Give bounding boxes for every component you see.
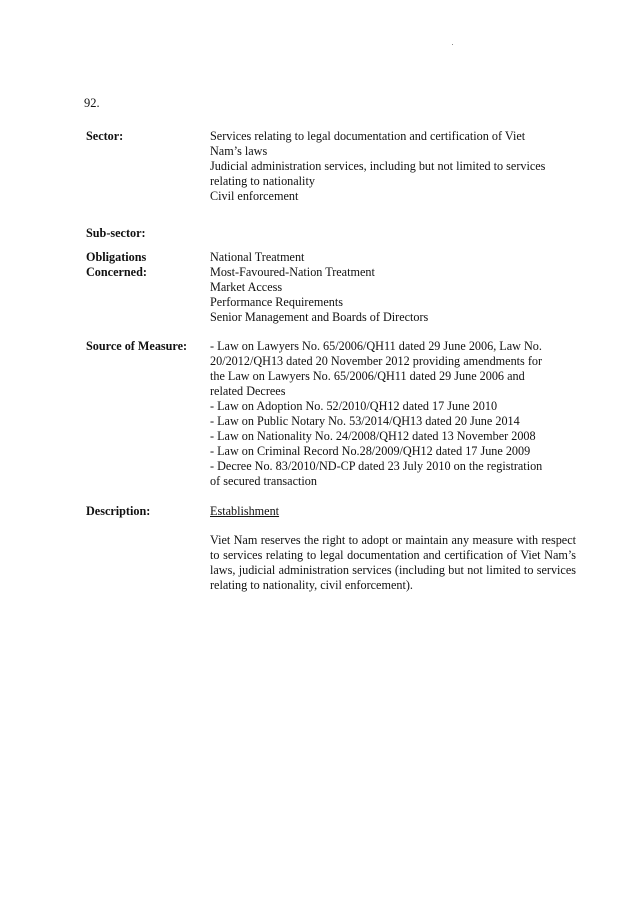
scan-speck (452, 44, 453, 45)
source-line: - Law on Nationality No. 24/2008/QH12 dated 13 November 2008 (210, 429, 536, 443)
source-line: - Law on Adoption No. 52/2010/QH12 dated 17 June 2010 (210, 399, 498, 413)
sector-line: Judicial administration services, including but not limited to services (210, 159, 546, 173)
source-line: of secured transaction (210, 474, 317, 488)
obligation-item: Performance Requirements (210, 295, 343, 309)
obligation-item: Market Access (210, 280, 283, 294)
subsector-label: Sub-sector: (86, 226, 146, 240)
sector-value (210, 129, 640, 204)
sector-line: Civil enforcement (210, 189, 299, 203)
obligations-value (210, 250, 640, 325)
description-value (210, 504, 640, 593)
establishment-heading: Establishment (210, 504, 280, 518)
source-label: Source of Measure: (86, 339, 188, 353)
source-line: related Decrees (210, 384, 286, 398)
source-value (210, 339, 640, 489)
sector-line: relating to nationality (210, 174, 315, 188)
source-line: - Law on Lawyers No. 65/2006/QH11 dated 29 June 2006, Law No. (210, 339, 542, 353)
description-paragraph: Viet Nam reserves the right to adopt or maintain any measure with respect to services relating to legal documentation and certification of Viet Nam’s laws, judicial administration services (including but not limited to services relating to nationality, civil enforcement). (210, 533, 576, 592)
obligation-item: Senior Management and Boards of Directors (210, 310, 429, 324)
obligations-label (86, 250, 206, 280)
sector-label: Sector: (86, 129, 124, 143)
obligation-item: Most-Favoured-Nation Treatment (210, 265, 375, 279)
sector-line: Services relating to legal documentation and certification of Viet (210, 129, 526, 143)
obligations-label-line: Concerned: (86, 265, 147, 279)
obligations-label-line: Obligations (86, 250, 147, 264)
source-line: - Decree No. 83/2010/ND-CP dated 23 July 2010 on the registration (210, 459, 543, 473)
description-label: Description: (86, 504, 151, 518)
entry-number: 92. (84, 96, 100, 110)
obligation-item: National Treatment (210, 250, 305, 264)
source-line: - Law on Criminal Record No.28/2009/QH12 dated 17 June 2009 (210, 444, 531, 458)
source-line: the Law on Lawyers No. 65/2006/QH11 dated 29 June 2006 and (210, 369, 525, 383)
source-line: 20/2012/QH13 dated 20 November 2012 providing amendments for (210, 354, 543, 368)
sector-line: Nam’s laws (210, 144, 268, 158)
source-line: - Law on Public Notary No. 53/2014/QH13 dated 20 June 2014 (210, 414, 520, 428)
